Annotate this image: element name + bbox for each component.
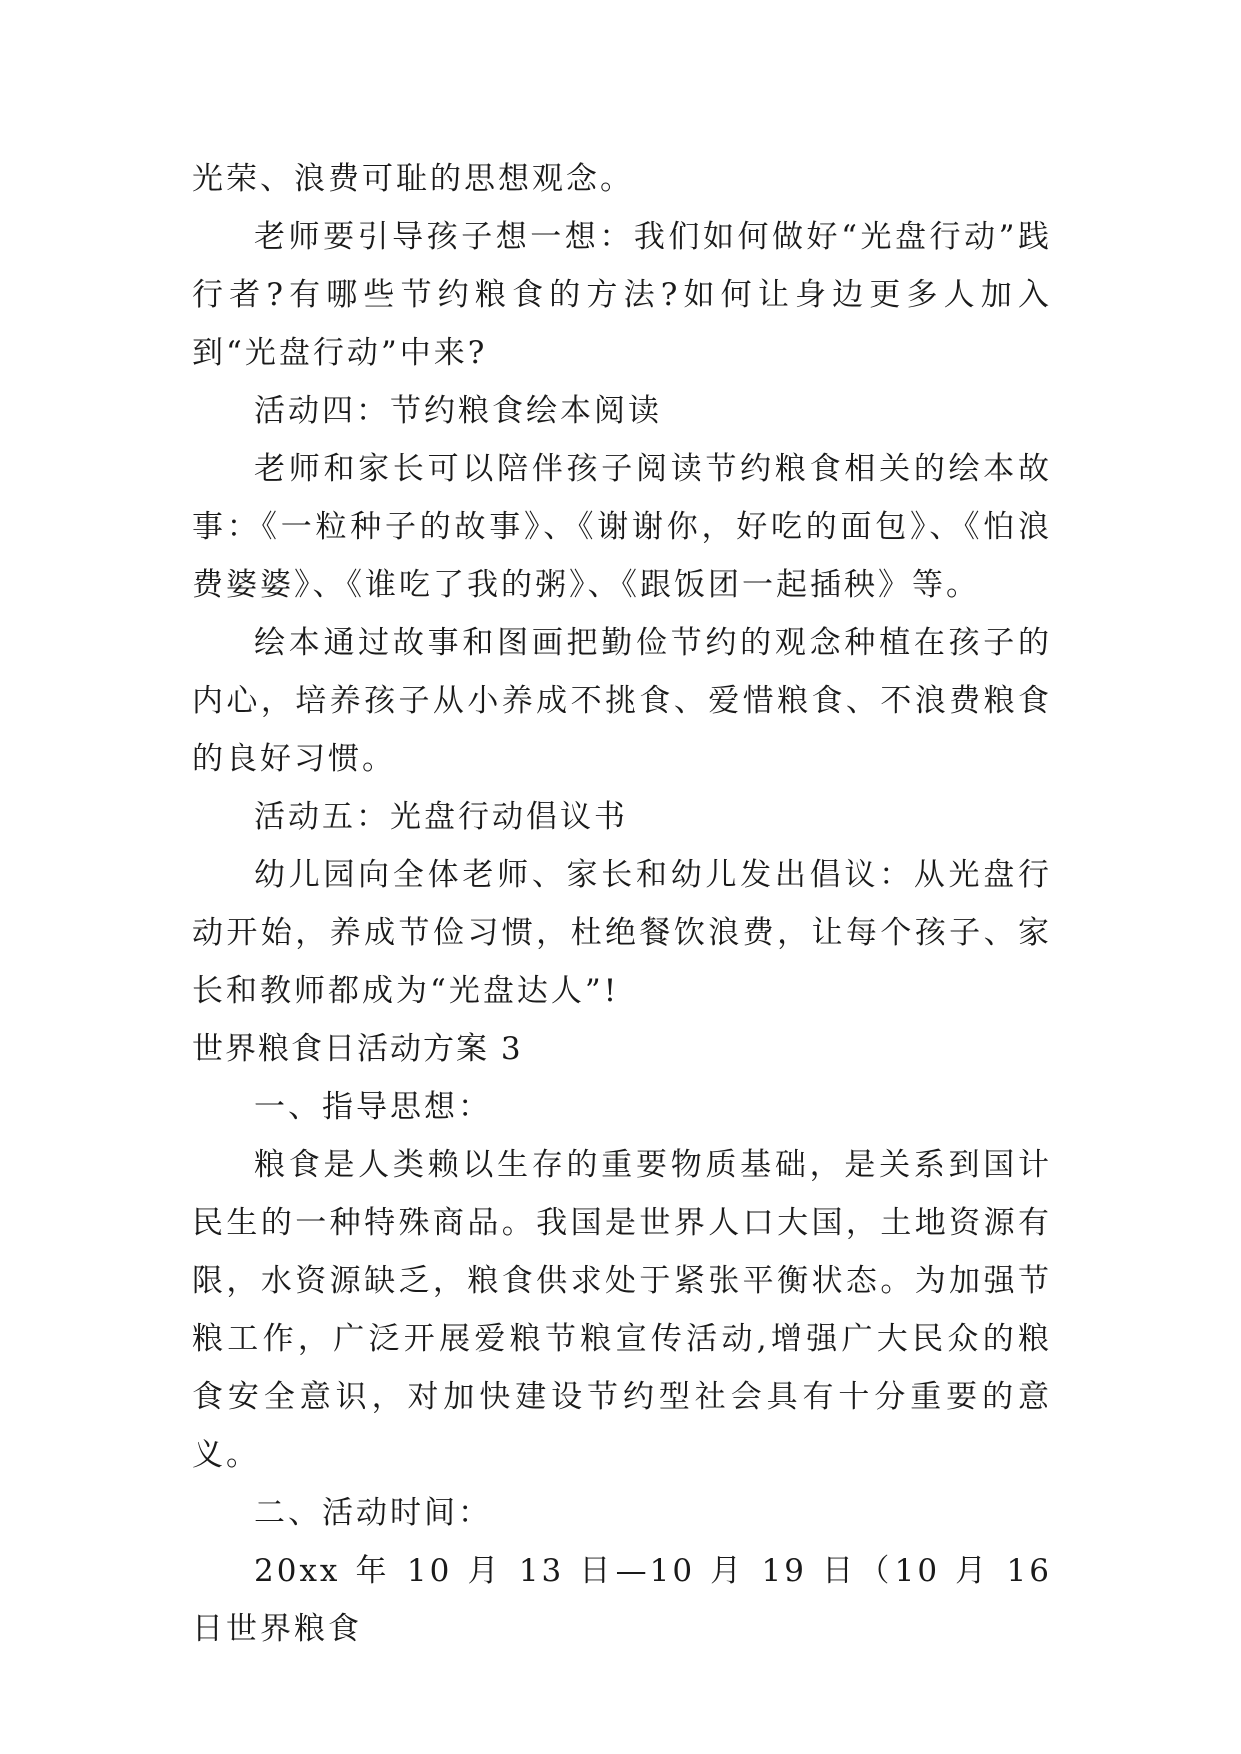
section-title: 世界粮食日活动方案 3	[192, 1031, 523, 1067]
paragraph: 幼儿园向全体老师、家长和幼儿发出倡议：从光盘行动开始，养成节俭习惯，杜绝餐饮浪费，让每个孩子、家长和教师都成为“光盘达人”!	[192, 857, 1052, 1009]
document-body	[192, 150, 1052, 1658]
section-heading: 二、活动时间：	[254, 1495, 492, 1531]
paragraph: 绘本通过故事和图画把勤俭节约的观念种植在孩子的内心，培养孩子从小养成不挑食、爱惜粮食、不浪费粮食的良好习惯。	[192, 625, 1052, 777]
paragraph: 老师要引导孩子想一想：我们如何做好“光盘行动”践行者?有哪些节约粮食的方法?如何让身边更多人加入到“光盘行动”中来?	[192, 219, 1052, 371]
paragraph: 20xx 年 10 月 13 日—10 月 19 日（10 月 16 日世界粮食	[192, 1553, 1052, 1647]
activity-heading: 活动四：节约粮食绘本阅读	[254, 393, 662, 429]
paragraph: 光荣、浪费可耻的思想观念。	[192, 161, 634, 197]
paragraph: 老师和家长可以陪伴孩子阅读节约粮食相关的绘本故事：《一粒种子的故事》、《谢谢你，好吃的面包》、《怕浪费婆婆》、《谁吃了我的粥》、《跟饭团一起插秧》等。	[192, 451, 1052, 603]
activity-heading: 活动五：光盘行动倡议书	[254, 799, 628, 835]
paragraph: 粮食是人类赖以生存的重要物质基础，是关系到国计民生的一种特殊商品。我国是世界人口大国，土地资源有限，水资源缺乏，粮食供求处于紧张平衡状态。为加强节粮工作，广泛开展爱粮节粮宣传活动,增强广大民众的粮食安全意识，对加快建设节约型社会具有十分重要的意义。	[192, 1147, 1052, 1473]
section-heading: 一、指导思想：	[254, 1089, 492, 1125]
